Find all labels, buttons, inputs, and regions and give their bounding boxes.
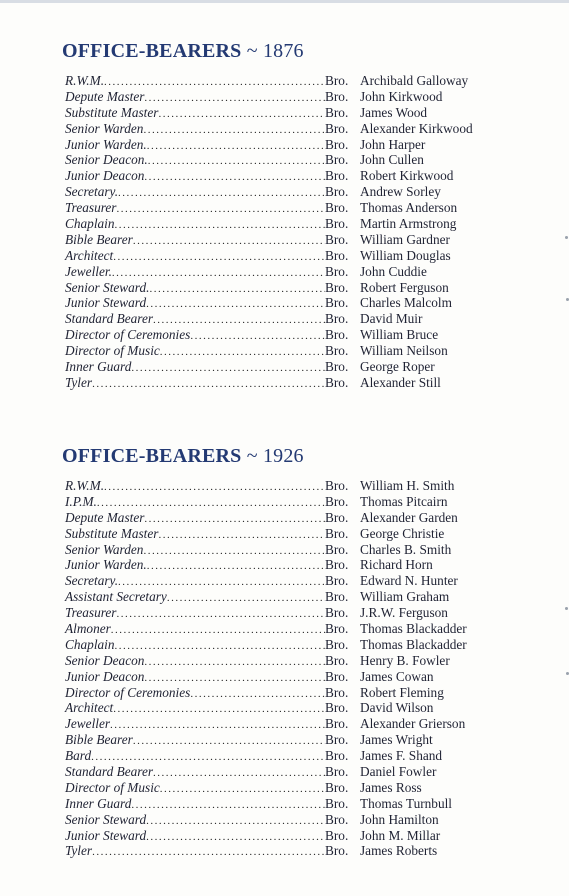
office-title: Assistant Secretary: [65, 589, 167, 605]
office-row: [62, 843, 532, 859]
office-title: Director of Ceremonies: [65, 684, 191, 700]
office-holder-name: Andrew Sorley: [360, 184, 441, 200]
office-title: Architect: [65, 247, 114, 263]
office-holder-name: Thomas Blackadder: [360, 621, 467, 637]
office-title: Junior Deacon: [65, 168, 145, 184]
office-holder-name: William Bruce: [360, 327, 439, 343]
office-row: [62, 557, 532, 573]
top-edge-rule: [0, 0, 569, 3]
office-title: Chaplain: [65, 216, 115, 232]
office-row: [62, 732, 532, 748]
brother-prefix: Bro.: [325, 184, 349, 200]
office-title: Architect: [65, 700, 114, 716]
brother-prefix: Bro.: [325, 541, 349, 557]
brother-prefix: Bro.: [325, 589, 349, 605]
paper-speck: [565, 607, 568, 610]
office-holder-name: Alexander Still: [360, 374, 441, 390]
office-row: [62, 621, 532, 637]
brother-prefix: Bro.: [325, 827, 349, 843]
office-title: Senior Steward: [65, 811, 147, 827]
office-row: [62, 264, 532, 280]
office-holder-name: Charles B. Smith: [360, 541, 452, 557]
office-holder-name: John Cullen: [360, 152, 424, 168]
office-holder-name: Alexander Garden: [360, 509, 458, 525]
office-row: [62, 653, 532, 669]
heading-year: 1926: [262, 445, 304, 467]
office-title: R.W.M.: [65, 478, 105, 493]
brother-prefix: Bro.: [325, 509, 349, 525]
office-row: [62, 478, 532, 494]
office-holder-name: David Wilson: [360, 700, 434, 716]
office-row: [62, 375, 532, 391]
office-row: [62, 510, 532, 526]
office-title: Substitute Master: [65, 104, 159, 120]
office-title: Depute Master: [65, 509, 145, 525]
office-title: Standard Bearer: [65, 311, 154, 327]
brother-prefix: Bro.: [325, 652, 349, 668]
office-title: Senior Warden: [65, 541, 144, 557]
office-holder-name: James Roberts: [360, 843, 438, 859]
brother-prefix: Bro.: [325, 748, 349, 764]
office-title: Tyler: [65, 374, 93, 390]
office-row: [62, 200, 532, 216]
brother-prefix: Bro.: [325, 795, 349, 811]
office-row: [62, 73, 532, 89]
office-row: [62, 311, 532, 327]
office-row: [62, 359, 532, 375]
office-row: [62, 700, 532, 716]
brother-prefix: Bro.: [325, 295, 349, 311]
brother-prefix: Bro.: [325, 716, 349, 732]
office-holder-name: J.R.W. Ferguson: [360, 605, 448, 621]
office-row: [62, 669, 532, 685]
brother-prefix: Bro.: [325, 152, 349, 168]
office-holder-name: William Gardner: [360, 231, 450, 247]
brother-prefix: Bro.: [325, 136, 349, 152]
dot-leader: [92, 377, 325, 393]
office-title: Almoner: [65, 621, 111, 637]
office-holder-name: Martin Armstrong: [360, 216, 457, 232]
office-bearers-1926-section: [62, 443, 532, 859]
office-holder-name: James Ross: [360, 779, 422, 795]
brother-prefix: Bro.: [325, 700, 349, 716]
office-list: [62, 73, 532, 391]
office-title: R.W.M.: [65, 73, 105, 88]
brother-prefix: Bro.: [325, 200, 349, 216]
brother-prefix: Bro.: [325, 764, 349, 780]
office-row: [62, 796, 532, 812]
office-title: Chaplain: [65, 636, 115, 652]
office-title: Secretary.: [65, 184, 119, 200]
office-holder-name: Robert Ferguson: [360, 279, 449, 295]
office-holder-name: Alexander Grierson: [360, 716, 466, 732]
office-list: [62, 478, 532, 859]
brother-prefix: Bro.: [325, 525, 349, 541]
office-title: Jeweller: [65, 716, 111, 732]
office-title: Director of Music: [65, 779, 160, 795]
office-title: Treasurer: [65, 605, 117, 621]
heading-text: OFFICE-BEARERS: [62, 40, 242, 62]
brother-prefix: Bro.: [325, 263, 349, 279]
office-title: Senior Steward.: [65, 279, 150, 295]
office-row: [62, 589, 532, 605]
brother-prefix: Bro.: [325, 557, 349, 573]
office-holder-name: Charles Malcolm: [360, 295, 452, 311]
office-holder-name: John Harper: [360, 136, 426, 152]
office-holder-name: William Douglas: [360, 247, 451, 263]
office-title: Director of Ceremonies: [65, 327, 191, 343]
office-row: [62, 573, 532, 589]
office-row: [62, 343, 532, 359]
office-row: [62, 152, 532, 168]
office-bearers-1876-section: [62, 38, 532, 391]
office-row: [62, 137, 532, 153]
office-row: [62, 121, 532, 137]
office-title: Junior Warden.: [65, 557, 147, 573]
office-holder-name: William Neilson: [360, 343, 448, 359]
office-holder-name: Thomas Pitcairn: [360, 493, 448, 509]
brother-prefix: Bro.: [325, 104, 349, 120]
heading-separator: ~: [246, 445, 258, 467]
office-row: [62, 184, 532, 200]
brother-prefix: Bro.: [325, 779, 349, 795]
brother-prefix: Bro.: [325, 279, 349, 295]
heading-text: OFFICE-BEARERS: [62, 445, 242, 467]
office-holder-name: Robert Kirkwood: [360, 168, 454, 184]
office-row: [62, 780, 532, 796]
office-cell: [62, 375, 325, 393]
office-holder-name: John Kirkwood: [360, 88, 443, 104]
office-holder-name: James Cowan: [360, 668, 434, 684]
office-holder-name: Archibald Galloway: [360, 73, 469, 88]
office-row: [62, 828, 532, 844]
brother-prefix: Bro.: [325, 343, 349, 359]
brother-prefix: Bro.: [325, 573, 349, 589]
dot-leader: [92, 845, 325, 861]
office-row: [62, 716, 532, 732]
brother-prefix: Bro.: [325, 120, 349, 136]
paper-speck: [565, 236, 568, 239]
office-holder-name: James Wright: [360, 732, 433, 748]
office-holder-name: Alexander Kirkwood: [360, 120, 473, 136]
office-title: I.P.M.: [65, 493, 97, 509]
office-row: [62, 526, 532, 542]
office-title: Director of Music: [65, 343, 160, 359]
office-row: [62, 89, 532, 105]
office-row: [62, 232, 532, 248]
brother-prefix: Bro.: [325, 478, 349, 493]
office-row: [62, 637, 532, 653]
office-title: Senior Deacon: [65, 652, 145, 668]
brother-prefix: Bro.: [325, 493, 349, 509]
brother-prefix: Bro.: [325, 605, 349, 621]
office-title: Bible Bearer: [65, 732, 133, 748]
office-title: Bible Bearer: [65, 231, 133, 247]
office-holder-name: Henry B. Fowler: [360, 652, 450, 668]
office-holder-name: David Muir: [360, 311, 423, 327]
office-title: Bard: [65, 748, 92, 764]
office-row: [62, 105, 532, 121]
brother-prefix: Bro.: [325, 359, 349, 375]
office-row: [62, 168, 532, 184]
office-cell: [62, 843, 325, 861]
brother-prefix: Bro.: [325, 168, 349, 184]
office-title: Junior Deacon: [65, 668, 145, 684]
office-title: Inner Guard: [65, 795, 132, 811]
brother-prefix: Bro.: [325, 88, 349, 104]
office-title: Senior Deacon.: [65, 152, 148, 168]
heading-year: 1876: [262, 40, 304, 62]
office-holder-name: George Christie: [360, 525, 445, 541]
brother-prefix: Bro.: [325, 374, 349, 390]
office-holder-name: William Graham: [360, 589, 450, 605]
section-heading: [62, 443, 532, 469]
office-title: Substitute Master: [65, 525, 159, 541]
section-heading: [62, 38, 532, 64]
office-row: [62, 542, 532, 558]
office-holder-name: James F. Shand: [360, 748, 443, 764]
brother-prefix: Bro.: [325, 732, 349, 748]
office-title: Senior Warden: [65, 120, 144, 136]
office-title: Treasurer: [65, 200, 117, 216]
office-holder-name: Thomas Turnbull: [360, 795, 452, 811]
office-title: Depute Master: [65, 88, 145, 104]
office-holder-name: Richard Horn: [360, 557, 433, 573]
office-holder-name: Edward N. Hunter: [360, 573, 458, 589]
brother-prefix: Bro.: [325, 73, 349, 88]
office-title: Junior Steward: [65, 827, 147, 843]
office-title: Inner Guard: [65, 359, 132, 375]
office-holder-name: Thomas Blackadder: [360, 636, 467, 652]
office-row: [62, 685, 532, 701]
office-holder-name: John M. Millar: [360, 827, 441, 843]
office-row: [62, 764, 532, 780]
office-title: Junior Steward: [65, 295, 147, 311]
office-holder-name: George Roper: [360, 359, 435, 375]
brother-prefix: Bro.: [325, 621, 349, 637]
brother-prefix: Bro.: [325, 231, 349, 247]
office-title: Standard Bearer: [65, 764, 154, 780]
office-title: Junior Warden.: [65, 136, 147, 152]
office-row: [62, 748, 532, 764]
office-row: [62, 812, 532, 828]
brother-prefix: Bro.: [325, 811, 349, 827]
office-row: [62, 295, 532, 311]
brother-prefix: Bro.: [325, 636, 349, 652]
brother-prefix: Bro.: [325, 327, 349, 343]
office-holder-name: William H. Smith: [360, 478, 455, 493]
office-row: [62, 327, 532, 343]
brother-prefix: Bro.: [325, 684, 349, 700]
office-title: Jeweller.: [65, 263, 112, 279]
office-holder-name: Daniel Fowler: [360, 764, 437, 780]
office-row: [62, 280, 532, 296]
office-holder-name: James Wood: [360, 104, 428, 120]
office-holder-name: John Cuddie: [360, 263, 427, 279]
heading-separator: ~: [246, 40, 258, 62]
brother-prefix: Bro.: [325, 668, 349, 684]
brother-prefix: Bro.: [325, 247, 349, 263]
office-title: Tyler: [65, 843, 93, 859]
brother-prefix: Bro.: [325, 311, 349, 327]
brother-prefix: Bro.: [325, 843, 349, 859]
office-title: Secretary.: [65, 573, 119, 589]
office-row: [62, 248, 532, 264]
office-holder-name: Robert Fleming: [360, 684, 444, 700]
office-row: [62, 605, 532, 621]
office-holder-name: John Hamilton: [360, 811, 439, 827]
office-row: [62, 494, 532, 510]
office-holder-name: Thomas Anderson: [360, 200, 458, 216]
brother-prefix: Bro.: [325, 216, 349, 232]
office-row: [62, 216, 532, 232]
